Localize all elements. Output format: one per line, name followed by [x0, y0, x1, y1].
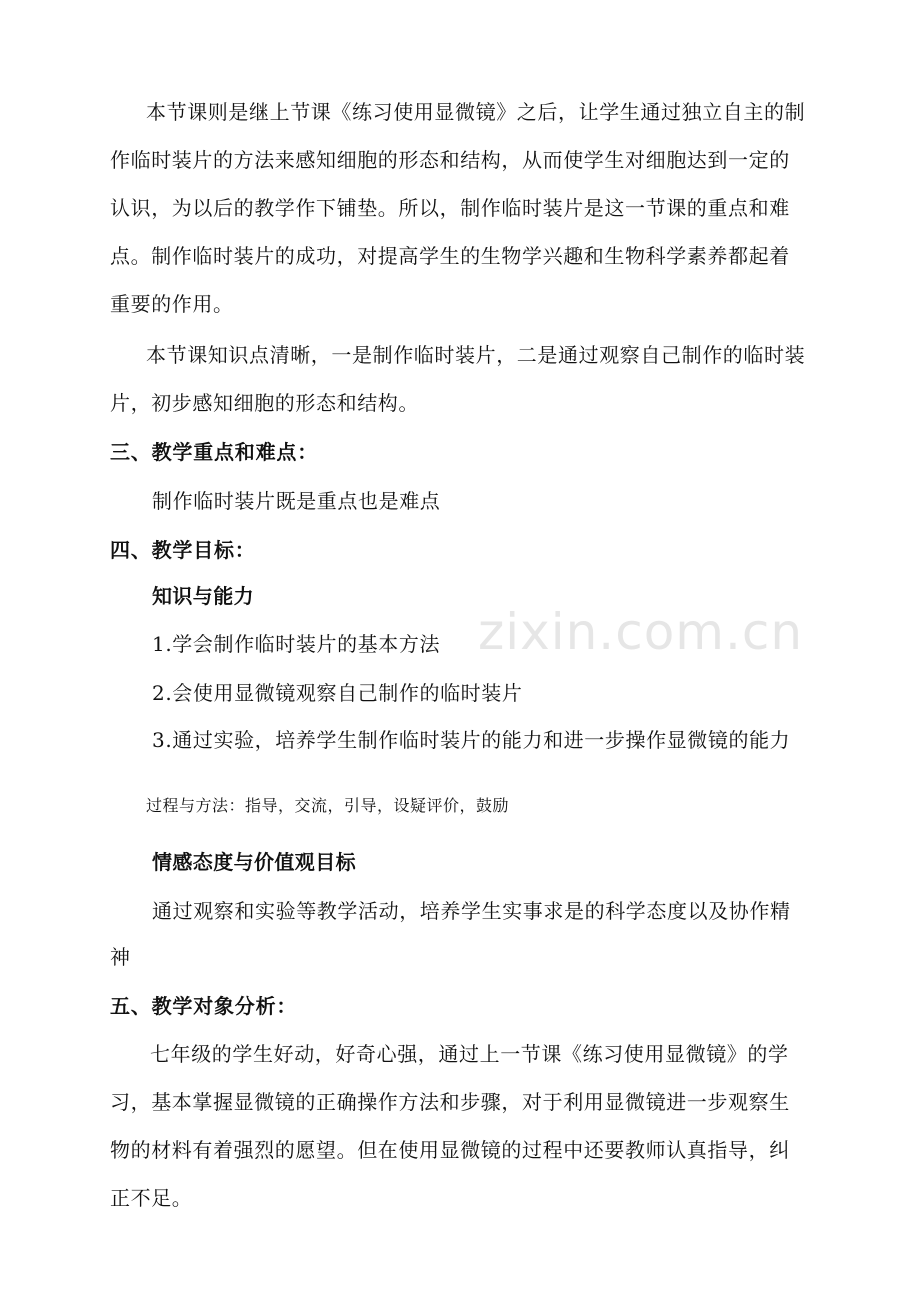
goal-item: 3.通过实验，培养学生制作临时装片的能力和进一步操作显微镜的能力 [152, 728, 791, 752]
intro-paragraph1-line: 点。制作临时装片的成功，对提高学生的生物学兴趣和生物科学素养都起着 [110, 244, 790, 268]
process-methods: 过程与方法：指导，交流，引导，设疑评价，鼓励 [146, 796, 510, 815]
intro-paragraph1-line: 本节课则是继上节课《练习使用显微镜》之后，让学生通过独立自主的制 [146, 100, 806, 124]
goal-item: 1.学会制作临时装片的基本方法 [152, 632, 441, 656]
section4-heading: 四、教学目标： [110, 538, 256, 562]
goal-item: 2.会使用显微镜观察自己制作的临时装片 [152, 681, 523, 705]
section3-heading: 三、教学重点和难点： [110, 440, 318, 464]
knowledge-title: 知识与能力 [152, 584, 254, 608]
intro-paragraph1-line: 重要的作用。 [110, 292, 234, 316]
intro-paragraph1-line: 认识，为以后的教学作下铺垫。所以，制作临时装片是这一节课的重点和难 [110, 196, 790, 220]
emotion-body-line: 通过观察和实验等教学活动，培养学生实事求是的科学态度以及协作精 [152, 899, 791, 923]
section5-heading: 五、教学对象分析： [110, 994, 298, 1018]
watermark: zixin.com.cn [478, 603, 804, 661]
emotion-title: 情感态度与价值观目标 [152, 850, 356, 874]
section5-body-line: 物的材料有着强烈的愿望。但在使用显微镜的过程中还要教师认真指导，纠 [110, 1138, 790, 1162]
emotion-body-line: 神 [110, 945, 131, 969]
section3-body: 制作临时装片既是重点也是难点 [152, 489, 441, 513]
intro-paragraph2-line: 本节课知识点清晰，一是制作临时装片，二是通过观察自己制作的临时装 [146, 343, 806, 367]
section5-body-line: 正不足。 [110, 1186, 193, 1210]
section5-body-line: 七年级的学生好动，好奇心强，通过上一节课《练习使用显微镜》的学 [150, 1042, 789, 1066]
intro-paragraph2-line: 片，初步感知细胞的形态和结构。 [110, 391, 419, 415]
section5-body-line: 习，基本掌握显微镜的正确操作方法和步骤，对于利用显微镜进一步观察生 [110, 1090, 790, 1114]
intro-paragraph1-line: 作临时装片的方法来感知细胞的形态和结构，从而使学生对细胞达到一定的 [110, 148, 790, 172]
